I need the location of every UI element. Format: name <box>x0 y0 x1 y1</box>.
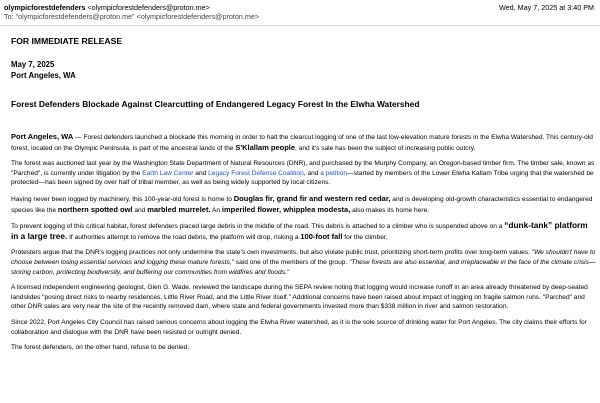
paragraph-2 <box>11 159 596 188</box>
text: — Forest defenders launched a blockade this morning in order to halt the clearcut logging of one of the last low-elevation mature forests in the Elwha Watershed. This century-old forest, located on the Olympic Peninsula, is part of the ancestral lands of the <box>11 134 593 152</box>
text: Having never been logged by machinery, this 100-year-old forest is home to <box>11 195 234 203</box>
bold-phrase: northern spotted owl <box>57 204 133 214</box>
bold-phrase: Douglas fir, grand fir and western red cedar, <box>233 193 391 203</box>
dateline-lead: Port Angeles, WA <box>11 132 74 141</box>
press-headline: Forest Defenders Blockade Against Clearcutting of Endangered Legacy Forest In the Elwha Watershed <box>11 99 420 109</box>
petition-link[interactable]: a petition <box>320 169 348 177</box>
recipient-line: To: "olympicforestdefenders@proton.me" <olympicforestdefenders@proton.me> <box>4 12 260 21</box>
text: The forest was auctioned last year by the Washington State Department of Natural Resources (DNR), and purchased by the Murphy Company, an Oregon-based timber firm. The timber sale, known as "Parched", is currently under litigation by the <box>11 160 595 177</box>
paragraph-3 <box>11 194 596 215</box>
paragraph-4 <box>11 221 596 242</box>
bold-phrase: 100-foot fall <box>300 231 343 241</box>
text: —started by members of the Lower Elwha Kallam Tribe urging that the watershed be protected—has been signed by over half of tribal member, as well as being widely supported by local citizens. <box>11 169 594 187</box>
sender-address: <olympicforestdefenders@proton.me> <box>85 3 210 12</box>
paragraph-1 <box>11 132 596 153</box>
text: said one of the members of the group. <box>234 258 350 266</box>
text: and <box>193 169 209 177</box>
text: To prevent logging of this critical habitat, forest defenders placed large debris in the middle of the road. This debris is attached to a climber who is suspended above on a <box>11 223 505 231</box>
text: and <box>132 206 148 214</box>
email-header <box>0 0 600 26</box>
bold-phrase: marbled murrelet. <box>147 204 211 214</box>
bold-phrase: imperiled flower, whipplea modesta, <box>221 204 351 214</box>
bold-phrase: “dunk-tank” platform in a large tree. <box>11 220 588 241</box>
text: If authorities attempt to remove the road debris, the platform will drop, risking a <box>67 233 301 241</box>
text: Since 2022, Port Angeles City Council has raised serious concerns about logging the Elwha River watershed, as it is the sole source of drinking water for Port Angeles. The city claims their efforts for collaboration and dialogue with the DNR have been resisted or outright denied. <box>11 318 587 336</box>
email-body <box>11 36 596 353</box>
email-date: Wed, May 7, 2025 at 3:40 PM <box>499 3 594 12</box>
paragraph-6 <box>11 283 596 312</box>
text: also makes its home here. <box>350 206 430 214</box>
release-location: Port Angeles, WA <box>11 70 76 80</box>
sender-line <box>4 3 210 12</box>
text: A licensed independent engineering geologist, Glen G. Wade, reviewed the landscape during the SEPA review noting that logging would increase runoff in an area already threatened by deep-seated landslides "posing direct risks to nearby residences, Little River Road, and the Little River itself." Additional concerns have been raised about impact of logging on fragile salmon runs. "Parched" and other DNR sales are very near the site of the recently removed dam, where state and federal governments invested more than $338 million in river and salmon restoration. <box>11 284 588 311</box>
bold-phrase: S'Klallam people <box>235 142 296 152</box>
earth-law-center-link[interactable]: Earth Law Center <box>142 169 194 177</box>
text: An <box>210 206 222 214</box>
paragraph-7 <box>11 318 596 337</box>
text: and is developing old-growth characteristics essential to endangered species like the <box>11 195 593 214</box>
paragraph-8 <box>11 343 596 353</box>
release-date: May 7, 2025 <box>11 60 55 69</box>
text: , and it's sale has been the subject of increasing public outcry. <box>295 144 476 152</box>
text: The forest defenders, on the other hand, refuse to be denied. <box>11 344 190 352</box>
release-title: FOR IMMEDIATE RELEASE <box>11 36 123 46</box>
sender-name[interactable]: olympicforestdefenders <box>4 3 86 12</box>
legacy-forest-link[interactable]: Legacy Forest Defense Coalition <box>208 169 304 177</box>
quote: "We shouldn't have to choose between losing essential services and logging these mature forests," <box>11 249 596 266</box>
text: , and <box>303 169 321 177</box>
text: for the climber. <box>342 233 388 241</box>
paragraph-5 <box>11 248 596 277</box>
text: Protesters argue that the DNR's logging practices not only undermine the state's own investments, but also violate public trust, prioritizing short-term profits over long-term values. <box>11 249 532 257</box>
quote: "These forests are also essential, and irreplaceable in the face of the climate crisis—storing carbon, protecting biodiversity, and buffering our communities from wildfires and floods." <box>11 258 596 276</box>
